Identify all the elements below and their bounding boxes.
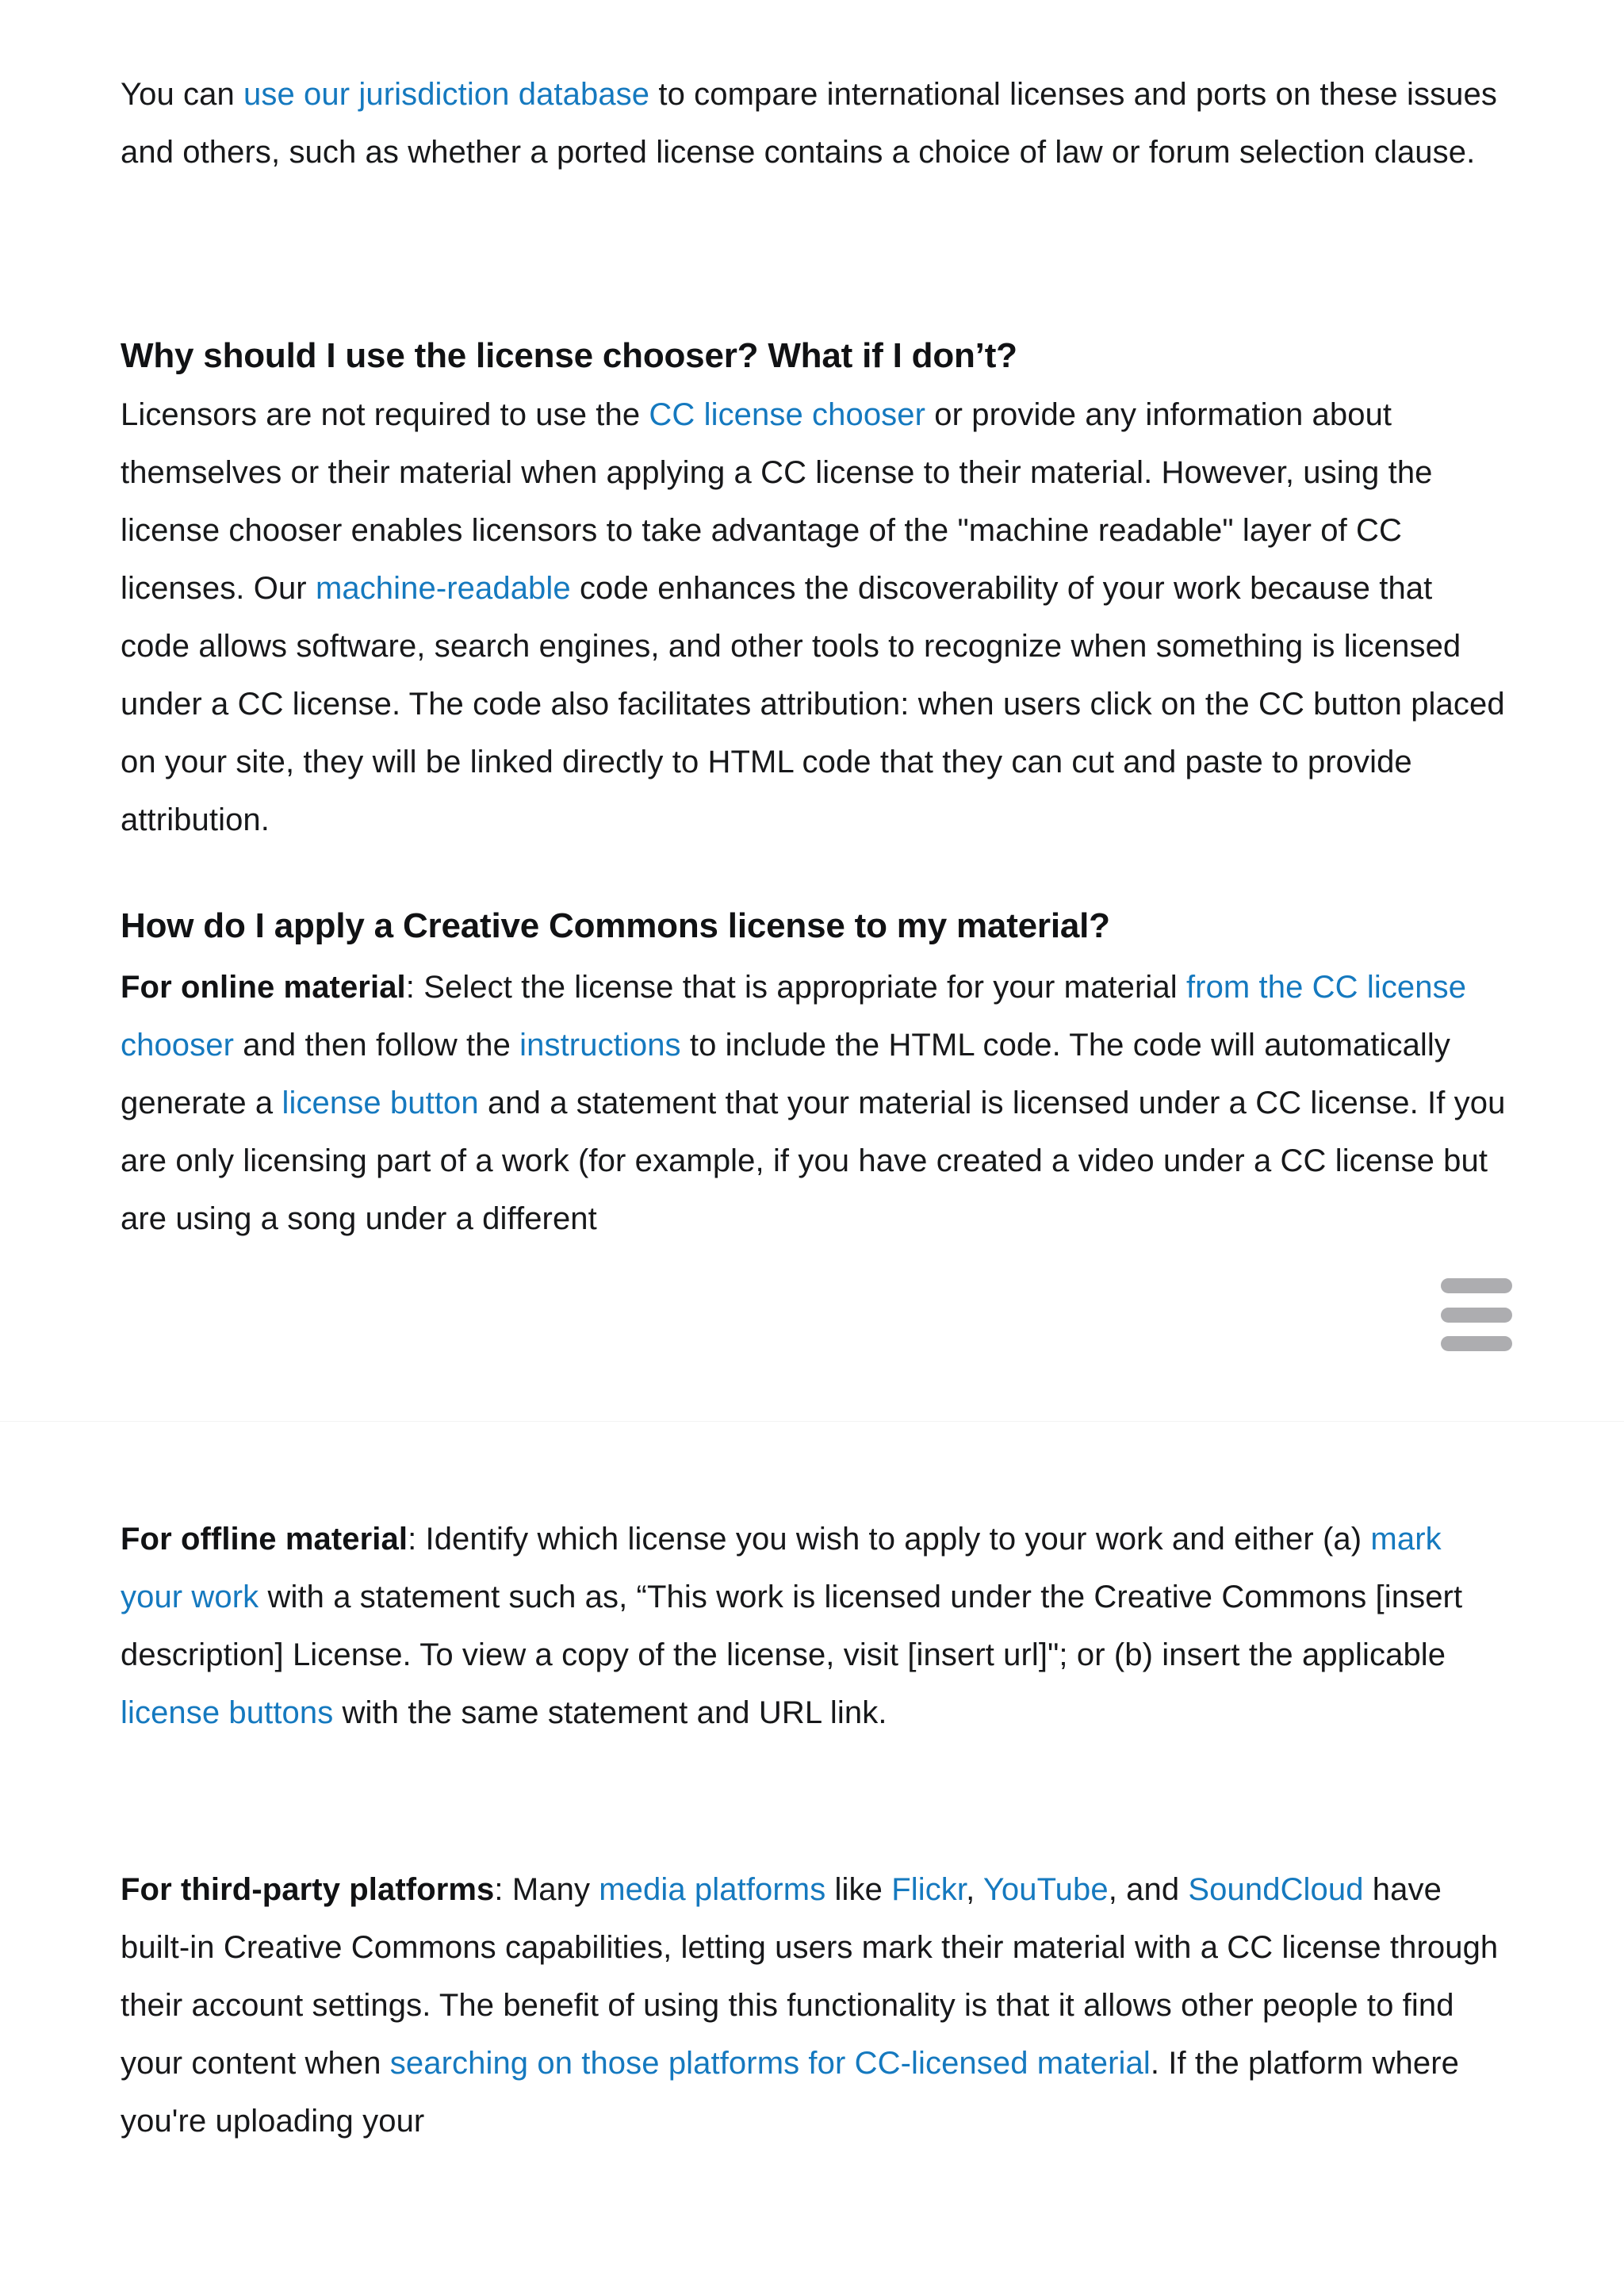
chooser-paragraph-block <box>121 386 1508 849</box>
media-platforms-link[interactable]: media platforms <box>599 1872 826 1907</box>
intro-text-before-link: You can <box>121 77 244 112</box>
offline-material-block <box>121 1511 1508 1742</box>
from-cc-license-chooser-link[interactable]: from the CC license chooser <box>121 970 1467 1063</box>
third-party-text-part2: like <box>825 1872 892 1907</box>
hamburger-bar-top <box>1441 1278 1512 1293</box>
hamburger-bar-middle <box>1441 1308 1512 1323</box>
searching-platforms-cc-material-link[interactable]: searching on those platforms for CC-licensed material <box>389 2046 1151 2081</box>
instructions-link[interactable]: instructions <box>519 1028 681 1063</box>
content-overlay-panel <box>0 1266 1624 1422</box>
heading-how-do-i-apply: How do I apply a Creative Commons license to my material? <box>121 906 1110 945</box>
intro-paragraph <box>121 66 1508 182</box>
chooser-paragraph <box>121 386 1508 849</box>
online-text-part2: and then follow the <box>234 1028 520 1063</box>
offline-material-paragraph <box>121 1511 1508 1742</box>
chooser-text-part3: code enhances the discoverability of your work because that code allows software, search engines, and other tools to recognize when something is licensed under a CC license. The code also facilitates attribution: when users click on the CC button placed on your site, they will be linked directly to HTML code that they can cut and paste to provide attribution. <box>121 571 1505 837</box>
online-text-part1: : Select the license that is appropriate for your material <box>405 970 1186 1005</box>
hamburger-menu-icon[interactable] <box>1441 1275 1514 1354</box>
intro-text-after-link: to compare international licenses and ports on these issues and others, such as whether a ported license contains a choice of law or forum selection clause. <box>121 77 1497 170</box>
third-party-text-part1: : Many <box>494 1872 599 1907</box>
online-text-part3: to include the HTML code. The code will automatically generate a <box>121 1028 1450 1120</box>
online-material-block <box>121 959 1508 1248</box>
online-material-lead: For online material <box>121 970 406 1005</box>
heading-why-use-license-chooser: Why should I use the license chooser? What if I don’t? <box>121 336 1017 375</box>
chooser-text-part2: or provide any information about themselves or their material when applying a CC license to their material. However, using the license chooser enables licensors to take advantage of the "machine readable" layer of CC licenses. Our <box>121 397 1433 606</box>
offline-text-part2: with a statement such as, “This work is licensed under the Creative Commons [insert description] License. To view a copy of the license, visit [insert url]"; or (b) insert the applicable <box>121 1580 1463 1672</box>
offline-text-part3: with the same statement and URL link. <box>333 1695 887 1730</box>
flickr-link[interactable]: Flickr <box>891 1872 967 1907</box>
third-party-text-part5: have built-in Creative Commons capabilities, letting users mark their material with a CC license through their account settings. The benefit of using this functionality is that it allows other people to find your content when <box>121 1872 1499 2081</box>
third-party-text-part6: . If the platform where you're uploading your <box>121 2046 1459 2139</box>
third-party-text-part3: , <box>966 1872 983 1907</box>
intro-paragraph-block <box>121 66 1508 182</box>
third-party-platforms-paragraph <box>121 1861 1508 2150</box>
online-material-paragraph <box>121 959 1508 1248</box>
cc-license-chooser-link[interactable]: CC license chooser <box>649 397 926 432</box>
license-button-link[interactable]: license button <box>282 1086 479 1120</box>
third-party-platforms-block <box>121 1861 1508 2150</box>
license-buttons-link[interactable]: license buttons <box>121 1695 334 1730</box>
soundcloud-link[interactable]: SoundCloud <box>1188 1872 1364 1907</box>
online-text-part4: and a statement that your material is licensed under a CC license. If you are only licensing part of a work (for example, if you have created a video under a CC license but are using a song under a different <box>121 1086 1506 1236</box>
mark-your-work-link[interactable]: mark your work <box>121 1522 1442 1614</box>
third-party-lead: For third-party platforms <box>121 1872 495 1907</box>
machine-readable-link[interactable]: machine-readable <box>315 571 571 606</box>
apply-heading-block <box>121 902 1508 950</box>
chooser-text-part1: Licensors are not required to use the <box>121 397 649 432</box>
third-party-text-part4: , and <box>1108 1872 1189 1907</box>
youtube-link[interactable]: YouTube <box>982 1872 1109 1907</box>
offline-material-lead: For offline material <box>121 1522 408 1557</box>
jurisdiction-database-link[interactable]: use our jurisdiction database <box>243 77 650 112</box>
hamburger-bar-bottom <box>1441 1336 1512 1351</box>
chooser-heading-block <box>121 332 1508 380</box>
offline-text-part1: : Identify which license you wish to apply to your work and either (a) <box>408 1522 1371 1557</box>
